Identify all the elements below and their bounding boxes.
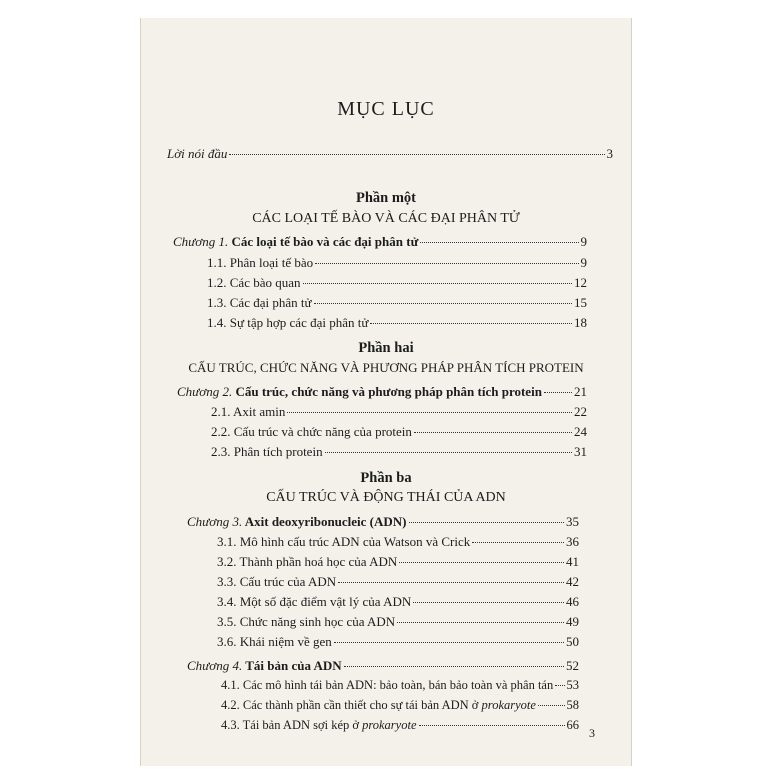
toc-entry-section: 2.2. Cấu trúc và chức năng của protein 24 xyxy=(211,424,587,439)
toc-entry-section: 1.1. Phân loại tế bào 9 xyxy=(207,255,587,270)
toc-entry-section: 1.2. Các bào quan 12 xyxy=(207,275,587,290)
toc-entry-chapter: Chương 2. Cấu trúc, chức năng và phương pháp phân tích protein 21 xyxy=(177,384,587,399)
toc-entry-section: 4.1. Các mô hình tái bản ADN: bảo toàn, bán bảo toàn và phân tán 53 xyxy=(221,678,579,692)
toc-entry-section: 3.2. Thành phần hoá học của ADN 41 xyxy=(217,554,579,569)
toc-entry-section: 3.5. Chức năng sinh học của ADN 49 xyxy=(217,614,579,629)
toc-entry-section: 4.3. Tái bản ADN sợi kép ở prokaryote 66 xyxy=(221,718,579,732)
toc-entry-chapter: Chương 3. Axit deoxyribonucleic (ADN) 35 xyxy=(187,514,579,529)
toc-entry-section: 1.4. Sự tập hợp các đại phân tử 18 xyxy=(207,315,587,330)
part-title: CẤU TRÚC VÀ ĐỘNG THÁI CỦA ADN xyxy=(266,490,506,505)
toc-entry-section: 4.2. Các thành phần cần thiết cho sự tái bản ADN ở prokaryote 58 xyxy=(221,698,579,712)
toc-entry-section: 1.3. Các đại phân tử 15 xyxy=(207,295,587,310)
toc-entry-section: 3.6. Khái niệm về gen 50 xyxy=(217,634,579,649)
part-heading: Phần ba xyxy=(360,470,412,486)
part-title: CÁC LOẠI TẾ BÀO VÀ CÁC ĐẠI PHÂN TỬ xyxy=(252,211,520,226)
toc-entry-section: 3.3. Cấu trúc của ADN 42 xyxy=(217,574,579,589)
toc-entry-chapter: Chương 4. Tái bản của ADN 52 xyxy=(187,658,579,673)
toc-entry-section: 2.3. Phân tích protein 31 xyxy=(211,444,587,459)
part-heading: Phần một xyxy=(355,190,417,206)
toc-entry-section: 3.1. Mô hình cấu trúc ADN của Watson và Crick 36 xyxy=(217,534,579,549)
toc-entry-section: 3.4. Một số đặc điểm vật lý của ADN 46 xyxy=(217,594,579,609)
toc-entry-section: 2.1. Axit amin 22 xyxy=(211,404,587,419)
toc-entry-chapter: Chương 1. Các loại tế bào và các đại phân tử 9 xyxy=(173,234,587,249)
page-number: 3 xyxy=(589,726,595,740)
toc-title: MỤC LỤC xyxy=(337,98,435,120)
part-heading: Phần hai xyxy=(358,340,414,356)
part-title: CẤU TRÚC, CHỨC NĂNG VÀ PHƯƠNG PHÁP PHÂN TÍCH PROTEIN xyxy=(188,360,584,375)
book-page xyxy=(140,18,632,766)
toc-entry-preface: Lời nói đầu 3 xyxy=(167,146,613,161)
